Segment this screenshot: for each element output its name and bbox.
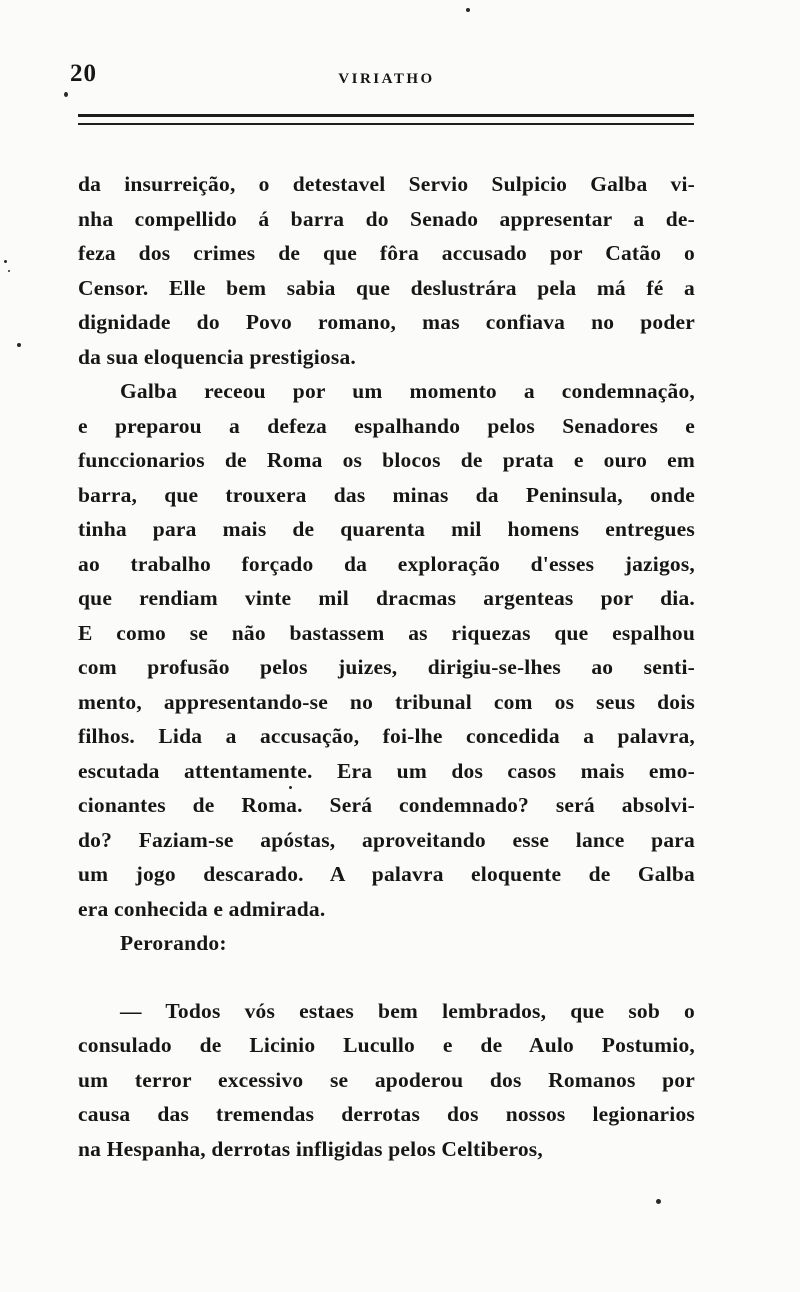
scan-speck [17,343,21,347]
text-line: cionantes de Roma. Será condemnado? será absolvi- [78,793,695,817]
paragraph [78,994,695,1167]
text-line: era conhecida e admirada. [78,896,326,921]
text-line: um terror excessivo se apoderou dos Romanos por [78,1067,695,1092]
text-line: mento, appresentando-se no tribunal com os seus dois [78,689,695,714]
text-line: na Hespanha, derrotas infligidas pelos Celtiberos, [78,1136,543,1161]
text-line: consulado de Licinio Lucullo e de Aulo Postumio, [78,1033,695,1057]
paragraph [78,167,695,374]
text-line: nha compellido á barra do Senado appresentar a de- [78,206,695,231]
text-line: dignidade do Povo romano, mas confiava no poder [78,310,695,334]
text-line: tinha para mais de quarenta mil homens entregues [78,517,695,541]
paragraph [78,374,695,926]
paragraph [78,926,695,961]
text-line: ao trabalho forçado da exploração d'esses jazigos, [78,551,695,576]
text-line: Perorando: [120,931,227,955]
text-line: E como se não bastassem as riquezas que espalhou [78,620,695,645]
scan-speck [656,1199,661,1204]
text-line: escutada attentamente. Era um dos casos mais emo- [78,758,695,783]
scan-speck [289,786,292,789]
running-title: VIRIATHO [338,71,435,87]
scan-speck [466,8,470,12]
header-double-rule [78,114,694,125]
text-line: com profusão pelos juizes, dirigiu-se-lhes ao senti- [78,655,695,679]
text-line: um jogo descarado. A palavra eloquente de Galba [78,862,695,886]
scan-speck [8,270,10,272]
scan-speck [64,92,68,97]
page-number: 20 [70,60,97,87]
text-line: funccionarios de Roma os blocos de prata e ouro em [78,448,695,472]
text-line: feza dos crimes de que fôra accusado por Catão o [78,241,695,265]
text-line: e preparou a defeza espalhando pelos Senadores e [78,413,695,438]
text-line: causa das tremendas derrotas dos nossos legionarios [78,1102,695,1126]
text-line: Galba receou por um momento a condemnação, [120,379,695,403]
text-line: que rendiam vinte mil dracmas argenteas por dia. [78,586,695,610]
scan-speck [4,260,7,263]
text-line: barra, que trouxera das minas da Peninsula, onde [78,482,695,507]
text-block [78,167,695,1166]
text-line: — Todos vós estaes bem lembrados, que sob o [120,998,695,1023]
text-line: do? Faziam-se apóstas, aproveitando esse lance para [78,827,695,852]
text-line: filhos. Lida a accusação, foi-lhe concedida a palavra, [78,724,695,748]
text-line: da sua eloquencia prestigiosa. [78,344,356,369]
text-line: Censor. Elle bem sabia que deslustrára pela má fé a [78,275,695,300]
text-line: da insurreição, o detestavel Servio Sulpicio Galba vi- [78,172,695,196]
